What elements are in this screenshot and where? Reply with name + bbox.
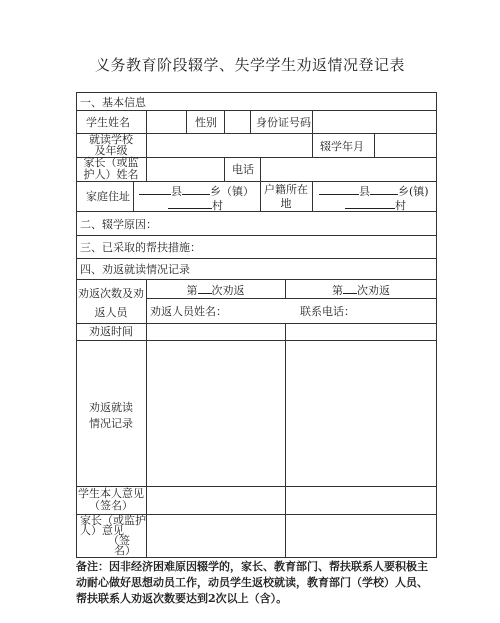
- label-return-time: 劝返时间: [89, 325, 133, 338]
- blank-county: [139, 184, 171, 195]
- label-phone: 电话: [232, 163, 254, 176]
- label-staff-name: 劝返人员姓名：: [150, 305, 227, 318]
- label-guardian-name: [76, 157, 146, 181]
- label-student-opinion: [76, 488, 146, 512]
- blank-village: [168, 198, 212, 209]
- label-parent-line3: （签: [108, 534, 130, 547]
- label-school-line1: 就读学校: [89, 133, 133, 146]
- label-guardian-line1: 家长（或监: [83, 156, 139, 169]
- label-guardian-line2: 护人）姓名: [83, 168, 139, 181]
- label-contact-phone: 联系电话：: [300, 305, 355, 318]
- round-2-suffix: 次劝返: [357, 284, 390, 297]
- round-1-blank: [198, 283, 212, 294]
- text-county: 县: [171, 185, 182, 198]
- section-return-record: 四、劝返就读情况记录: [80, 263, 190, 276]
- text-village: 村: [212, 199, 223, 212]
- round-2-blank: [343, 283, 357, 294]
- round-header-2: [285, 283, 437, 297]
- text-village2: 村: [395, 199, 406, 212]
- section-assistance-measures: 三、已采取的帮扶措施：: [80, 241, 201, 254]
- form-note: 备注：因非经济困难原因辍学的，家长、教育部门、帮扶联系人要积极主动耐心做好思想动员工作，动员学生返校就读，教育部门（学校）人员、帮扶联系人劝返次数要达到2次以上（含）。: [76, 560, 428, 605]
- form-title: 义务教育阶段辍学、失学学生劝返情况登记表: [94, 56, 405, 74]
- label-return-record: [76, 400, 146, 432]
- blank-township: [182, 184, 210, 195]
- blank-village2: [345, 198, 395, 209]
- home-address-county-line: [139, 184, 254, 198]
- label-parent-line1: 家长（或监护: [80, 514, 146, 527]
- label-parent-line4: 名）: [114, 544, 136, 557]
- label-student-name: 学生姓名: [86, 116, 130, 129]
- label-return-count-staff: [76, 284, 146, 322]
- label-gender: 性别: [195, 116, 217, 129]
- text-township2: 乡(镇): [398, 185, 429, 198]
- label-return-count-line2: 返人员: [94, 306, 128, 319]
- home-address-village-line: [168, 198, 223, 212]
- round-1-suffix: 次劝返: [211, 284, 245, 297]
- section-dropout-reason: 二、辍学原因：: [80, 218, 157, 231]
- text-township: 乡（镇）: [210, 185, 254, 198]
- label-id-number: 身份证号码: [256, 116, 311, 129]
- label-parent-line2: 人）意见: [80, 524, 124, 537]
- label-return-count-line1: 劝返次数及劝: [78, 287, 144, 300]
- label-return-record-line2: 情况记录: [89, 417, 133, 430]
- label-hukou-line1: 户籍所在: [264, 183, 308, 196]
- label-home-address: 家庭住址: [86, 190, 130, 203]
- label-school-line2: 及年级: [94, 144, 128, 157]
- label-return-record-line1: 劝返就读: [89, 401, 133, 414]
- section-basic-info: 一、基本信息: [80, 96, 146, 109]
- label-dropout-month: 辍学年月: [320, 140, 364, 153]
- blank-township2: [370, 184, 398, 195]
- round-1-prefix: 第: [186, 284, 198, 297]
- blank-county2: [319, 184, 359, 195]
- round-header-1: [146, 283, 285, 297]
- label-student-opinion-line1: 学生本人意见: [78, 487, 144, 500]
- label-school-grade: [76, 134, 146, 156]
- round-2-prefix: 第: [332, 284, 343, 297]
- label-student-opinion-line2: （签名）: [89, 499, 133, 512]
- label-parent-opinion: [80, 516, 146, 556]
- label-hukou-line2: 地: [280, 197, 292, 210]
- hukou-village-line: [345, 198, 406, 212]
- hukou-county-line: [319, 184, 429, 198]
- text-county2: 县: [359, 185, 370, 198]
- label-hukou: [260, 183, 312, 211]
